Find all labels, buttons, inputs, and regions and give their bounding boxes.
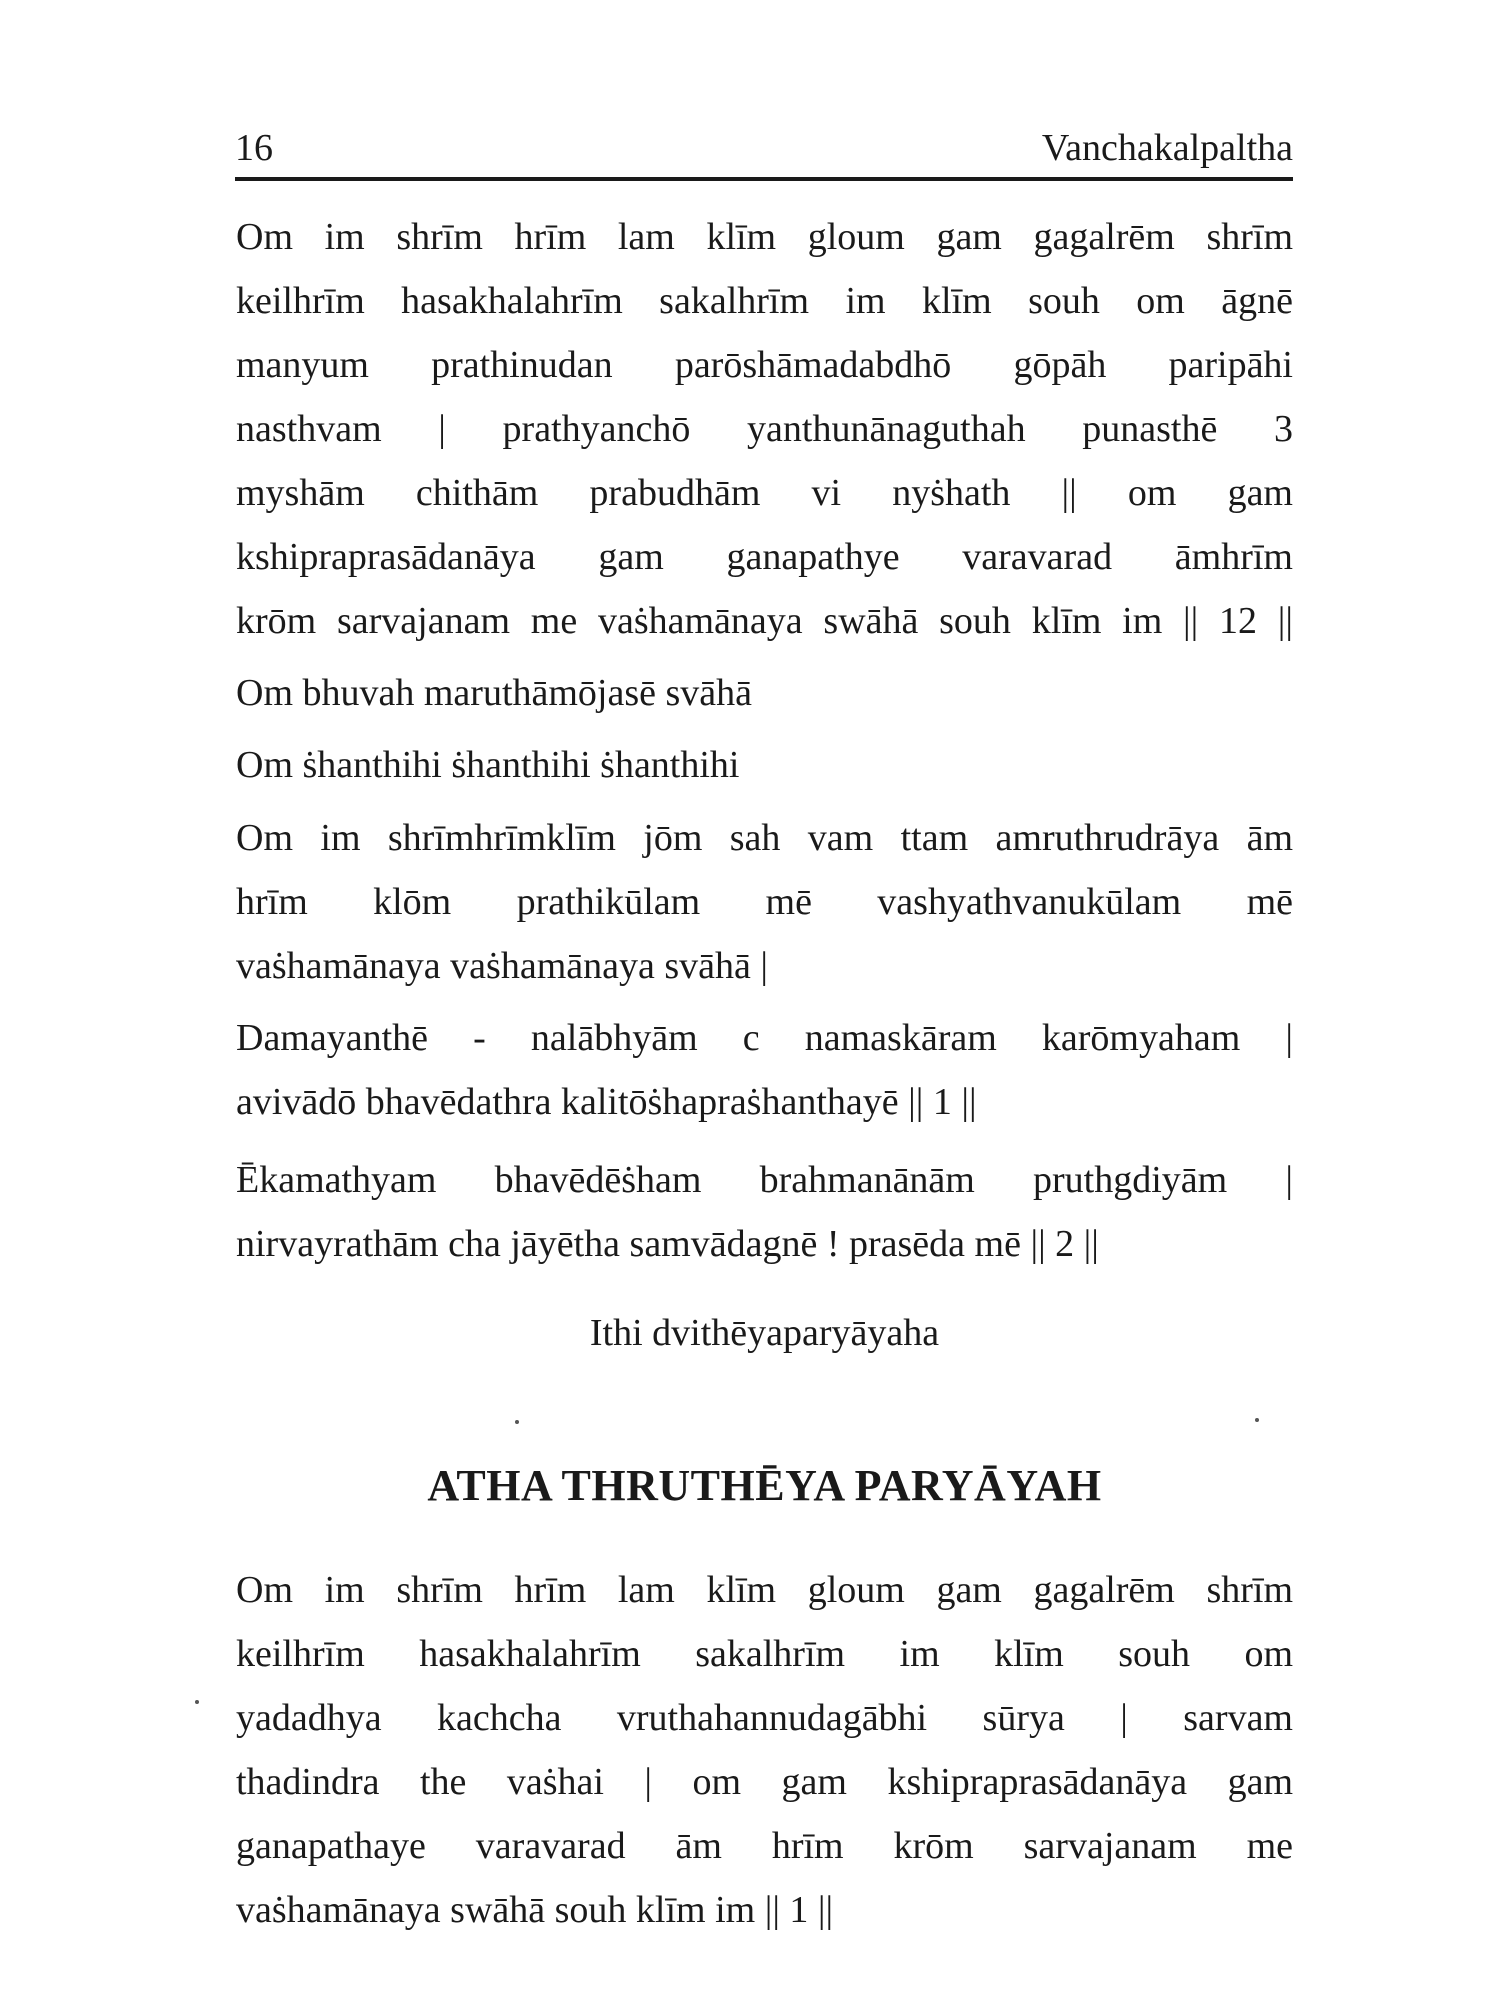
text-line: Om im shrīm hrīm lam klīm gloum gam gagalrēm shrīm: [236, 1569, 1293, 1611]
paragraph-gap: [236, 725, 1293, 733]
text-line: krōm sarvajanam me vaṡhamānaya swāhā souh klīm im || 12 ||: [236, 600, 1293, 642]
verse-block-1: [236, 1006, 1293, 1134]
text-line: nasthvam | prathyanchō yanthunānaguthah punasthē 3: [236, 408, 1293, 450]
text-line: hrīm klōm prathikūlam mē vashyathvanukūlam mē: [236, 881, 1293, 923]
shanthi-line: Om ṡhanthihi ṡhanthihi ṡhanthihi: [236, 744, 740, 786]
text-line: Damayanthē - nalābhyām c namaskāram karōmyaham |: [236, 1017, 1293, 1059]
print-speck: [515, 1420, 519, 1424]
text-line: thadindra the vaṡhai | om gam kshipraprasādanāya gam: [236, 1761, 1293, 1803]
section-end-title: Ithi dvithēyaparyāyaha: [589, 1312, 940, 1354]
page-number: 16: [235, 127, 273, 169]
text-line: kshipraprasādanāya gam ganapathye varavarad āmhrīm: [236, 536, 1293, 578]
bhuvah-line: Om bhuvah maruthāmōjasē svāhā: [236, 672, 753, 714]
text-line: Om im shrīm hrīm lam klīm gloum gam gagalrēm shrīm: [236, 216, 1293, 258]
section-heading: ATHA THRUTHĒYA PARYĀYAH: [427, 1461, 1102, 1510]
text-line: Om im shrīmhrīmklīm jōm sah vam ttam amruthrudrāya ām: [236, 817, 1293, 859]
print-speck: [195, 1700, 199, 1704]
text-line: nirvayrathām cha jāyētha samvādagnē ! prasēda mē || 2 ||: [236, 1223, 1099, 1265]
mantra-block-2: [236, 806, 1293, 998]
text-line: myshām chithām prabudhām vi nyṡhath || om gam: [236, 472, 1293, 514]
text-line: avivādō bhavēdathra kalitōṡhapraṡhanthayē || 1 ||: [236, 1081, 977, 1123]
text-line: vaṡhamānaya swāhā souh klīm im || 1 ||: [236, 1889, 834, 1931]
verse-block-2: [236, 1148, 1293, 1276]
running-title: Vanchakalpaltha: [1041, 127, 1293, 169]
text-line: keilhrīm hasakhalahrīm sakalhrīm im klīm souh om āgnē: [236, 280, 1293, 322]
mantra-block-1: [236, 205, 1293, 653]
text-line: manyum prathinudan parōshāmadabdhō gōpāh paripāhi: [236, 344, 1293, 386]
text-line: ganapathaye varavarad ām hrīm krōm sarvajanam me: [236, 1825, 1293, 1867]
print-speck: [1255, 1418, 1259, 1422]
page-header: [235, 126, 1293, 172]
invocation-lines: [236, 661, 1293, 797]
header-rule: [235, 177, 1293, 181]
text-line: yadadhya kachcha vruthahannudagābhi sūrya | sarvam: [236, 1697, 1293, 1739]
mantra-block-3: [236, 1558, 1293, 1942]
text-line: Ēkamathyam bhavēdēṡham brahmanānām pruthgdiyām |: [236, 1159, 1293, 1201]
text-line: vaṡhamānaya vaṡhamānaya svāhā |: [236, 945, 768, 987]
text-line: keilhrīm hasakhalahrīm sakalhrīm im klīm souh om: [236, 1633, 1293, 1675]
